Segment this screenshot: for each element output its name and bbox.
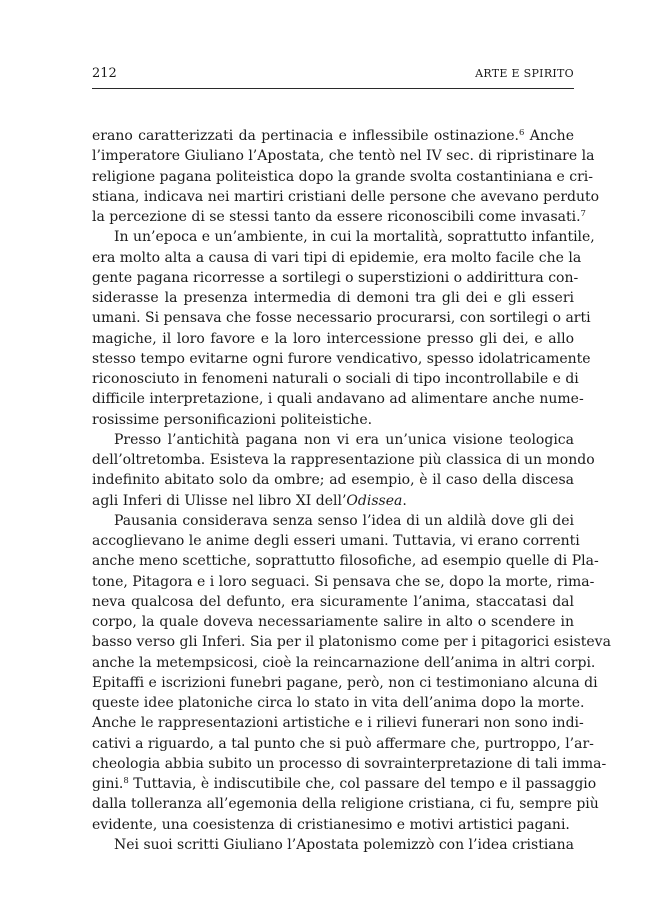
text-line: Presso l’antichità pagana non vi era un’unica visione teologica	[114, 431, 574, 448]
text-line: In un’epoca e un’ambiente, in cui la mortalità, soprattutto infantile,	[114, 229, 595, 246]
text-line: corpo, la quale doveva necessariamente salire in alto o scendere in	[92, 614, 574, 630]
text-line: anche la metempsicosi, cioè la reincarnazione dell’anima in altri corpi.	[92, 654, 596, 671]
text-line: gente pagana ricorresse a sortilegi o superstizioni o addirittura con-	[92, 269, 579, 286]
text-line: evidente, una coesistenza di cristianesimo e motivi artistici pagani.	[92, 816, 570, 833]
text-line: era molto alta a causa di vari tipi di epidemie, era molto facile che la	[92, 249, 582, 266]
text-line: umani. Si pensava che fosse necessario procurarsi, con sortilegi o arti	[92, 310, 591, 327]
text-line: la percezione di se stessi tanto da essere riconoscibili come invasati.$^7$	[92, 209, 586, 225]
text-line: Nei suoi scritti Giuliano l’Apostata polemizzò con l’idea cristiana	[114, 836, 575, 853]
text-line: rosissime personificazioni politeistiche.	[92, 411, 373, 428]
text-line: stesso tempo evitarne ogni furore vendicativo, spesso idolatricamente	[92, 350, 591, 367]
footnote-ref: 6	[518, 128, 525, 138]
running-head-title: ARTE E SPIRITO	[475, 67, 574, 80]
italic-title: Odissea	[346, 492, 403, 509]
text-line: l’imperatore Giuliano l’Apostata, che tentò nel IV sec. di ripristinare la	[92, 148, 595, 165]
running-header	[92, 66, 574, 89]
text-line: indefinito abitato solo da ombre; ad esempio, è il caso della discesa	[92, 472, 574, 489]
text-line: Epitaffi e iscrizioni funebri pagane, però, non ci testimoniano alcuna di	[92, 674, 598, 691]
text-line: siderasse la presenza intermedia di demoni tra gli dei e gli esseri	[92, 290, 574, 306]
text-line: Pausania considerava senza senso l’idea di un aldilà dove gli dei	[114, 512, 574, 529]
text-line: difficile interpretazione, i quali andavano ad alimentare anche nume-	[92, 391, 584, 408]
text-line: cativi a riguardo, a tal punto che si può affermare che, purtroppo, l’ar-	[92, 735, 594, 752]
text-line: dalla tolleranza all’egemonia della religione cristiana, ci fu, sempre più	[92, 796, 599, 813]
text-line: accoglievano le anime degli esseri umani. Tuttavia, vi erano correnti	[92, 533, 580, 549]
body-text	[92, 126, 611, 855]
text-line: cheologia abbia subito un processo di sovrainterpretazione di tali imma-	[92, 755, 607, 772]
text-line: riconosciuto in fenomeni naturali o sociali di tipo incontrollabile e di	[92, 371, 579, 387]
text-line: gini.$^8$ Tuttavia, è indiscutibile che, col passare del tempo e il passaggio	[92, 776, 597, 792]
text-line: agli Inferi di Ulisse nel libro XI dell’Odissea.	[92, 492, 407, 509]
text-line: tone, Pitagora e i loro seguaci. Si pensava che se, dopo la morte, rima-	[92, 573, 595, 590]
text-line: neva qualcosa del defunto, era sicuramente l’anima, staccatasi dal	[92, 593, 574, 610]
text-line: anche meno scettiche, soprattutto filosofiche, ad esempio quelle di Pla-	[92, 553, 599, 570]
text-line: magiche, il loro favore e la loro intercessione presso gli dei, e allo	[92, 330, 574, 347]
text-line: dell’oltretomba. Esisteva la rappresentazione più classica di un mondo	[92, 452, 595, 468]
text-line: Anche le rappresentazioni artistiche e i rilievi funerari non sono indi-	[92, 715, 584, 732]
text-line: basso verso gli Inferi. Sia per il platonismo come per i pitagorici esisteva	[92, 634, 611, 651]
footnote-ref: 7	[580, 209, 586, 219]
page-number: 212	[92, 66, 117, 81]
text-line: queste idee platoniche circa lo stato in vita dell’anima dopo la morte.	[92, 695, 585, 711]
text-line: stiana, indicava nei martiri cristiani delle persone che avevano perduto	[92, 188, 600, 205]
text-line: religione pagana politeistica dopo la grande svolta costantiniana e cri-	[92, 168, 593, 185]
footnote-ref: 8	[123, 776, 129, 786]
text-line: erano caratterizzati da pertinacia e inflessibile ostinazione.$^6$ Anche	[92, 128, 574, 144]
